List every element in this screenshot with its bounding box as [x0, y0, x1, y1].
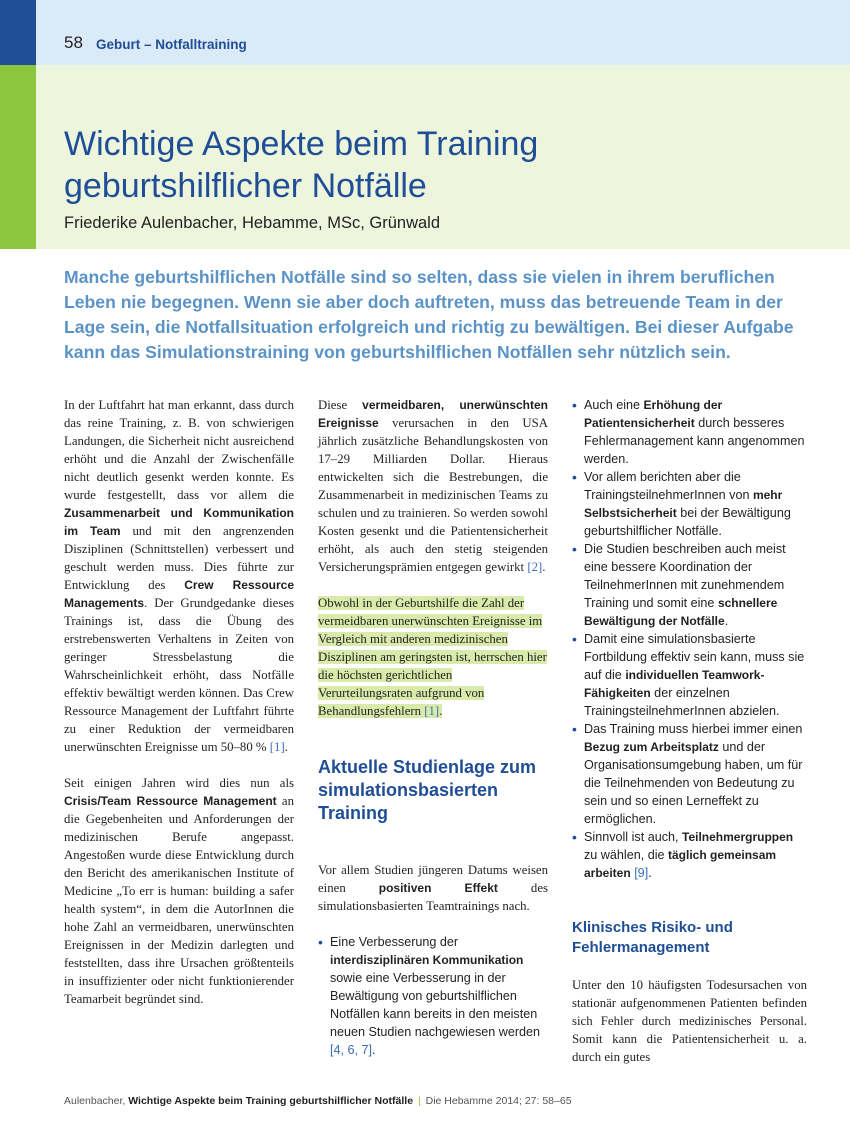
bold-text: mehr Selbstsicherheit: [584, 488, 783, 520]
text: verursachen in den USA jährlich zusätzliche Behandlungskosten von 17–29 Milliarden Dollar. Hieraus entwickelten sich die Bestrebungen, die Zusammenarbeit in medizinischen Teams zu schulen und zu trainieren. So werden sowohl Kosten gesenkt und die Patientensicherheit erhöht, als auch den stetig steigenden Versicherungsprämien entgegen gewirkt: [318, 416, 548, 574]
text: Damit eine simulationsbasierte Fortbildung effektiv sein kann, muss sie auf die: [584, 632, 805, 682]
reference-link[interactable]: [1]: [269, 740, 285, 754]
text: .: [372, 1043, 376, 1057]
page-number: 58: [64, 33, 83, 52]
text: sowie eine Verbesserung in der Bewältigung von geburtshilflichen Notfällen kann bereits in den meisten neuen Studien nachgewiesen werden: [330, 971, 541, 1039]
text: Auch eine: [584, 398, 644, 412]
text: zu wählen, die: [584, 848, 669, 862]
text: .: [284, 740, 288, 754]
bold-text: positiven Effekt: [378, 881, 498, 895]
list-item: [572, 828, 807, 882]
text: und der Organisationsumgebung haben, um für die Teilnehmenden von Bedeutung zu sein und so einen Lerneffekt zu ermöglichen.: [584, 740, 803, 826]
bold-text: Teilnehmergruppen: [682, 830, 794, 844]
header-band: [0, 0, 850, 65]
text: und mit den angrenzenden Disziplinen (Schnittstellen) verbessert und geschult werden muss. Dies führte zur Entwicklung des: [64, 524, 295, 592]
section-heading: Aktuelle Studienlage zum simulationsbasierten Training: [318, 757, 537, 823]
paragraph: Unter den 10 häufigsten Todesursachen von stationär aufgenommenen Patienten befinden sich Fehler durch medizinisches Personal. Somit kann die Patientensicherheit u. a. durch ein gutes: [572, 978, 807, 1064]
article-title: [64, 123, 764, 207]
text: Vor allem Studien jüngeren Datums weisen einen: [318, 863, 548, 895]
title-color-block: [0, 65, 36, 249]
text: Sinnvoll ist auch,: [584, 830, 683, 844]
column-3: [572, 396, 807, 1066]
text: bei der Bewältigung geburtshilflicher Notfälle.: [584, 506, 791, 538]
reference-link[interactable]: [4, 6, 7]: [330, 1043, 373, 1057]
bold-text: interdisziplinären Kommunikation: [330, 953, 524, 967]
text: Die Studien beschreiben auch meist eine bessere Koordination der TeilnehmerInnen mit zunehmendem Training und somit eine: [584, 542, 786, 610]
paragraph: [64, 396, 294, 756]
footer-title: Wichtige Aspekte beim Training geburtshilflicher Notfälle: [128, 1095, 414, 1107]
bold-text: vermeidbaren, unerwünschten Ereignisse: [318, 398, 548, 430]
bold-text: individuellen Teamwork-Fähigkeiten: [584, 668, 765, 700]
text: durch besseres Fehlermanagement kann angenommen werden.: [584, 416, 805, 466]
list-item: [572, 720, 807, 828]
text: .: [648, 866, 652, 880]
column-1: [64, 396, 294, 1008]
footer-journal: Die Hebamme 2014; 27: 58–65: [425, 1095, 572, 1107]
paragraph: [318, 396, 548, 576]
list-item: [572, 540, 807, 630]
bold-text: Zusammenarbeit und Kommunikation im Team: [64, 506, 294, 538]
text: .: [724, 614, 729, 628]
column-2: [318, 396, 548, 1059]
list-item: [572, 468, 807, 540]
bold-text: täglich gemeinsam arbeiten: [584, 848, 777, 880]
footer-separator: |: [417, 1095, 421, 1107]
bullet-list: [318, 933, 548, 1059]
bold-text: Erhöhung der Patientensicherheit: [584, 398, 723, 430]
text: In der Luftfahrt hat man erkannt, dass durch das reine Training, z. B. von schwierigen Landungen, die Sicherheit nicht ausreichend erhöht und die Anzahl der Zwischenfälle nicht deutlich gesenkt werden konnte. Es wurde festgestellt, dass vor allem die: [64, 398, 294, 502]
bold-text: Bezug zum Arbeitsplatz: [584, 740, 719, 754]
bullet-list: [572, 396, 807, 882]
section-title: Geburt – Notfalltraining: [96, 37, 247, 52]
list-item: [318, 933, 548, 1059]
paragraph: [64, 774, 294, 1008]
text: Obwohl in der Geburtshilfe die Zahl der vermeidbaren unerwünschten Ereignisse im Vergleich mit anderen medizinischen Disziplinen am geringsten ist, herrschen hier die höchsten gerichtlichen Verurteilungsraten aufgrund von Behandlungsfehlern: [318, 596, 547, 718]
article-title-line1: Wichtige Aspekte beim Training: [64, 125, 539, 163]
highlight-box: [318, 594, 548, 720]
paragraph: [318, 861, 548, 915]
header-color-block: [0, 0, 36, 65]
list-item: [572, 630, 807, 720]
bold-text: schnellere Bewältigung der Notfälle: [584, 596, 778, 628]
text: Eine Verbesserung der: [330, 935, 459, 949]
reference-link[interactable]: [1]: [424, 704, 440, 718]
text: an die Gegebenheiten und Anforderungen der medizinischen Berufe angepasst. Angestoßen wurde diese Entwicklung durch den Bericht des amerikanischen Institute of Medicine „To err is human: building a safer health system“, in dem die AutorInnen die hohe Zahl an vermeidbaren, unerwünschten Ereignissen in der Medizin darlegten und feststellten, dass ihre Ursachen größtenteils in insuffizienter oder nicht funktionierender Teamarbeit begründet sind.: [64, 794, 294, 1006]
text: der einzelnen TrainingsteilnehmerInnen abzielen.: [584, 686, 780, 718]
article-author: Friederike Aulenbacher, Hebamme, MSc, Grünwald: [64, 214, 441, 232]
bold-text: Crisis/Team Ressource Management: [64, 794, 277, 808]
text: Vor allem berichten aber die TrainingsteilnehmerInnen von: [584, 470, 753, 502]
bold-text: Crew Ressource Managements: [64, 578, 294, 610]
text: .: [439, 704, 443, 718]
list-item: [572, 396, 807, 468]
text: Diese: [318, 398, 363, 412]
text: Das Training muss hierbei immer einen: [584, 722, 803, 736]
text: Seit einigen Jahren wird dies nun als: [64, 776, 294, 790]
reference-link[interactable]: [2]: [527, 560, 543, 574]
footer-author: Aulenbacher,: [64, 1095, 129, 1107]
reference-link[interactable]: [9]: [634, 866, 649, 880]
text: .: [542, 560, 546, 574]
page-footer: [64, 1095, 572, 1107]
text: . Der Grundgedanke dieses Trainings ist, dass die Übung des erstrebenswerten Verhaltens in Zeiten von geringer Stressbelastung die Wahrscheinlichkeit erhöht, dass Notfälle effektiv bewältigt werden können. Das Crew Ressource Management der Luftfahrt führte zu einer Reduktion der vermeidbaren unerwünschten Ereignisse um 50–80 %: [64, 596, 294, 754]
article-title-line2: geburtshilflicher Notfälle: [64, 167, 427, 205]
text: des simulationsbasierten Teamtrainings nach.: [318, 881, 548, 913]
section-heading: Klinisches Risiko- und Fehlermanagement: [572, 919, 733, 956]
article-lead: Manche geburtshilflichen Notfälle sind so selten, dass sie vielen in ihrem beruflichen Leben nie begegnen. Wenn sie aber doch auftreten, muss das betreuende Team in der Lage sein, die Notfallsituation erfolgreich und richtig zu bewältigen. Bei dieser Aufgabe kann das Simulationstraining von geburtshilflichen Notfällen sehr nützlich sein.: [64, 267, 794, 362]
